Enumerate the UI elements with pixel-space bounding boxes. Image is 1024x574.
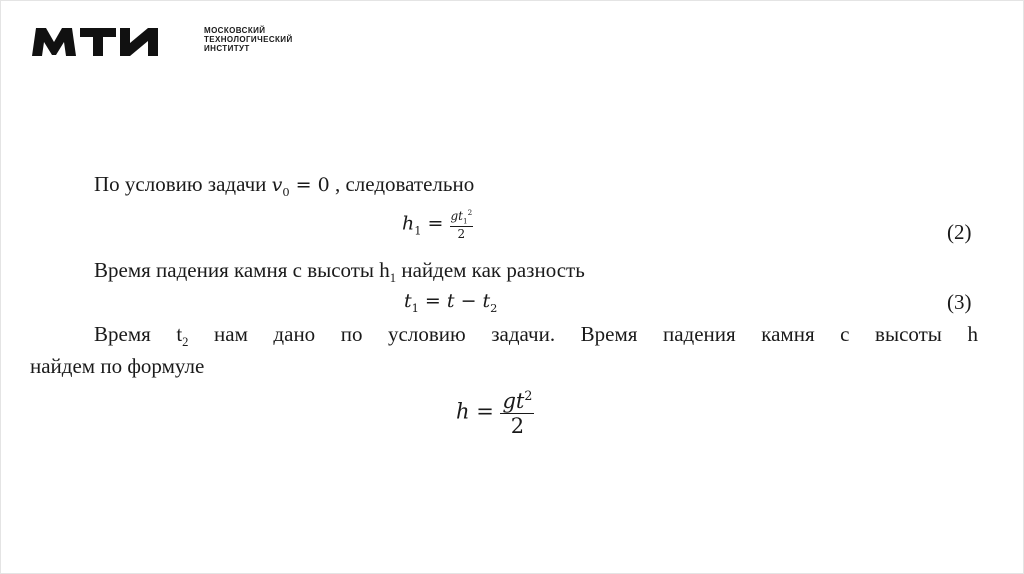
equation-4 (456, 388, 534, 438)
paragraph-line-2 (94, 258, 585, 286)
line3-b: нам дано по условию задачи. Время падения камня с высоты h (188, 322, 978, 346)
logo-line-1: МОСКОВСКИЙ (204, 26, 266, 35)
equation-3 (404, 290, 497, 315)
logo-line-3: ИНСТИТУТ (204, 44, 250, 53)
eq2-num: gt (450, 209, 464, 223)
eq2-lhs: h (402, 212, 415, 235)
v0-expression (271, 174, 330, 199)
eq4-lhs: h = (456, 399, 501, 424)
v-sub: 0 (282, 184, 290, 199)
paragraph-line-3 (94, 322, 978, 350)
line1-tail: , следовательно (329, 172, 475, 196)
eq3-t1-sub: 1 (411, 300, 419, 315)
line3-a: Время t (94, 322, 183, 346)
eq4-num: gt (502, 389, 525, 413)
paragraph-line-4: найдем по формуле (30, 354, 205, 378)
eq2-num-sub: 1 (463, 216, 468, 226)
eq3-t1: t (404, 290, 412, 312)
paragraph-line-1 (94, 172, 474, 199)
eq3-t2: t (482, 290, 491, 312)
equation-2: $h_1$ = $\frac{gt_1^2}{2}$ (402, 208, 473, 242)
eq4-num-sup: 2 (524, 388, 533, 403)
eq3-label: (3) (947, 290, 972, 314)
eq4-denominator: 2 (510, 414, 525, 438)
line3-sub: 2 (182, 335, 189, 350)
v-eq: = 0 (289, 174, 330, 196)
eq4-numerator (500, 388, 534, 414)
line2-tail: найдем как разность (396, 258, 585, 282)
eq2-numerator (450, 208, 474, 227)
eq2-label: (2) (947, 220, 972, 244)
logo-line-2: ТЕХНОЛОГИЧЕСКИЙ (204, 35, 293, 44)
v-var: v (271, 174, 283, 196)
eq4-fraction (500, 388, 534, 438)
eq3-mid: = t − (418, 290, 483, 312)
logo-text (204, 26, 293, 53)
line2-sub: 1 (389, 271, 397, 286)
eq2-fraction (450, 208, 474, 241)
eq2-num-sup: 2 (467, 208, 473, 217)
eq2-denominator: 2 (457, 227, 466, 242)
line2-text: Время падения камня с высоты h (94, 258, 390, 282)
eq2-lhs-sub: 1 (414, 223, 422, 238)
mti-logo-mark (32, 28, 166, 56)
line1-text: По условию задачи (94, 172, 272, 196)
eq3-t2-sub: 2 (490, 300, 498, 315)
